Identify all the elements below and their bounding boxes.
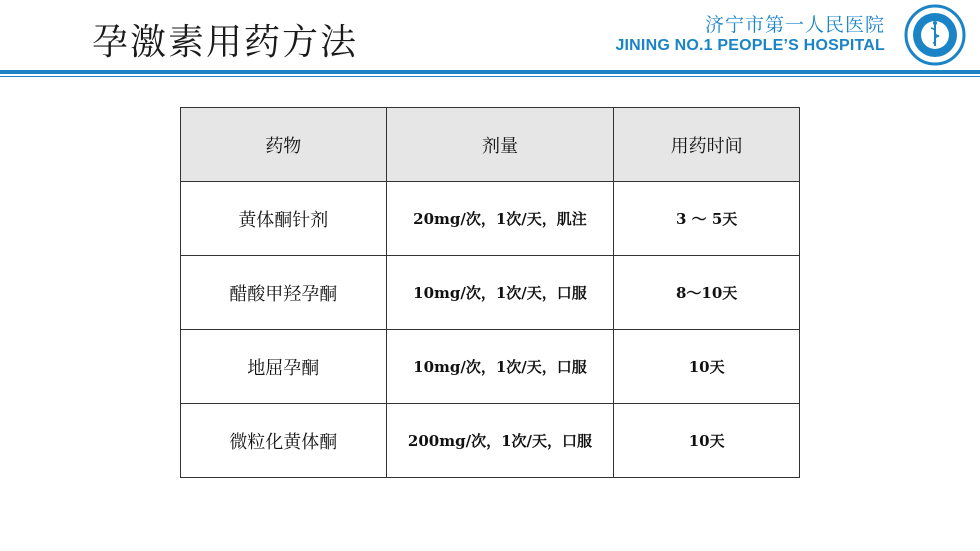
hospital-emblem-icon <box>904 4 966 66</box>
cell-time: 10天 <box>614 404 800 478</box>
dosage-table <box>180 107 800 478</box>
cell-dose: 10mg/次，1次/天，口服 <box>386 256 614 330</box>
cell-drug: 微粒化黄体酮 <box>181 404 387 478</box>
cell-drug: 醋酸甲羟孕酮 <box>181 256 387 330</box>
cell-drug: 地屈孕酮 <box>181 330 387 404</box>
column-header-dose: 剂量 <box>386 108 614 182</box>
cell-dose: 20mg/次，1次/天，肌注 <box>386 182 614 256</box>
table-row <box>181 404 800 478</box>
cell-time: 8～10天 <box>614 256 800 330</box>
hospital-name-cn: 济宁市第一人民医院 <box>704 14 885 36</box>
cell-time: 10天 <box>614 330 800 404</box>
column-header-time: 用药时间 <box>614 108 800 182</box>
cell-dose: 10mg/次，1次/天，口服 <box>386 330 614 404</box>
table-row <box>181 182 800 256</box>
page-title: 孕激素用药方法 <box>92 22 359 63</box>
table-row <box>181 330 800 404</box>
table-row <box>181 256 800 330</box>
table-header-row <box>181 108 800 182</box>
cell-time: 3 ～ 5天 <box>614 182 800 256</box>
cell-dose: 200mg/次，1次/天，口服 <box>386 404 614 478</box>
column-header-drug: 药物 <box>181 108 387 182</box>
header-rule <box>0 70 980 74</box>
hospital-name-en: JINING NO.1 PEOPLE’S HOSPITAL <box>615 37 885 54</box>
cell-drug: 黄体酮针剂 <box>181 182 387 256</box>
header-rule-thin <box>0 76 980 77</box>
